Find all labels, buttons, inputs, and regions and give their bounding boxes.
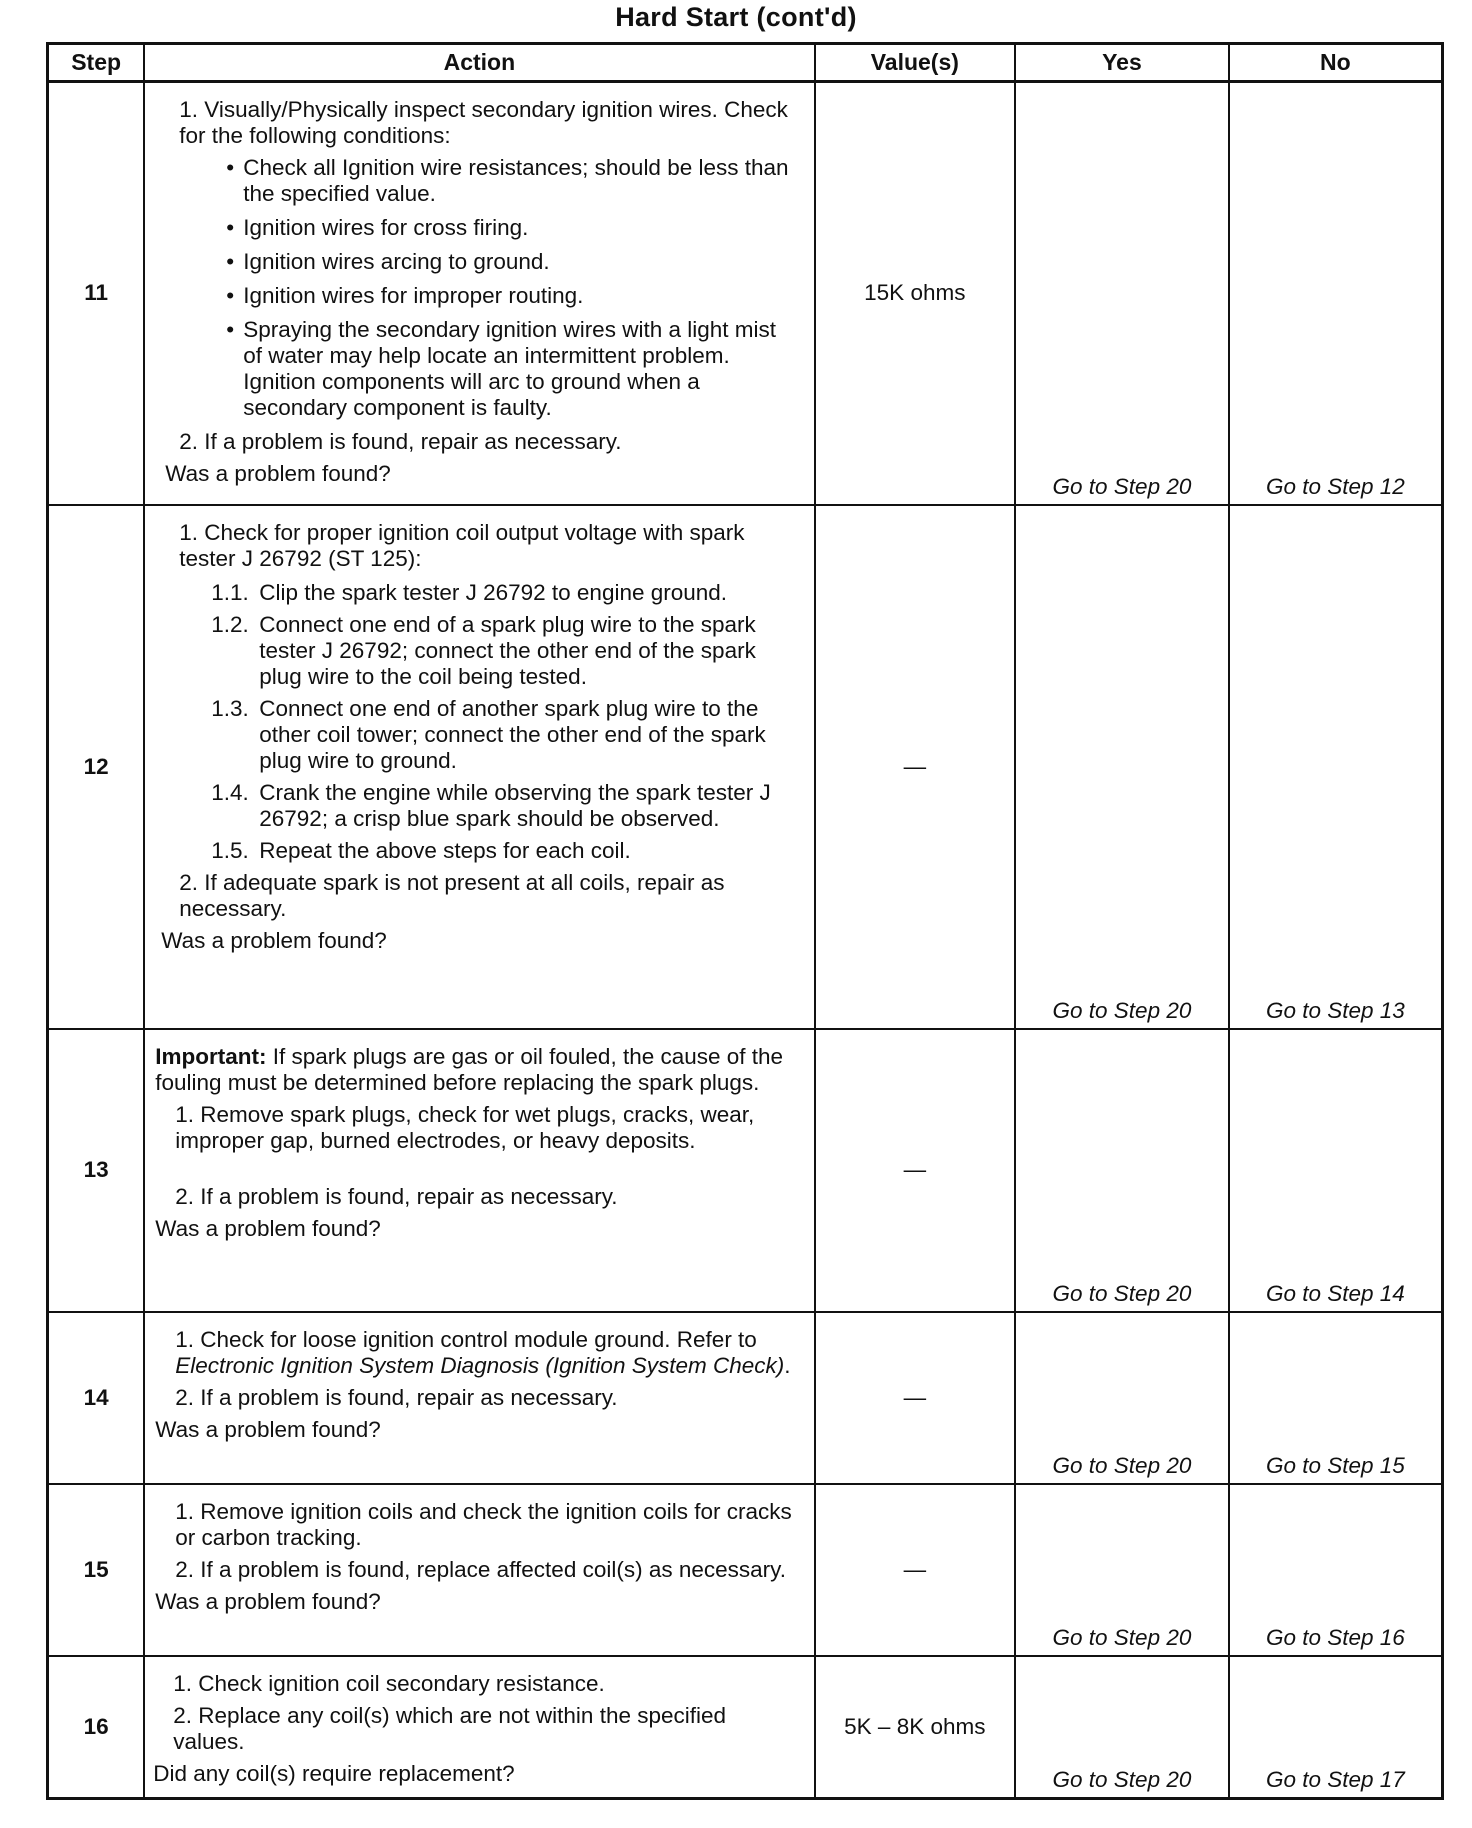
step-number: 11 (48, 82, 145, 505)
action-item-1: 1. Remove spark plugs, check for wet plugs, cracks, wear, improper gap, burned electrodes, or heavy deposits. (175, 1101, 755, 1153)
step-number: 13 (48, 1029, 145, 1312)
header-step: Step (48, 44, 145, 82)
action-question: Was a problem found? (161, 927, 387, 953)
action-item-1-text: 1. Check for loose ignition control module ground. Refer to (175, 1326, 757, 1352)
action-item-2: 2. If a problem is found, repair as necessary. (175, 1183, 618, 1209)
substep-text: Repeat the above steps for each coil. (259, 837, 631, 863)
header-row (48, 44, 1443, 82)
header-action: Action (144, 44, 814, 82)
yes-cell: Go to Step 20 (1015, 82, 1229, 505)
step-number: 14 (48, 1312, 145, 1484)
header-yes: Yes (1015, 44, 1229, 82)
action-question: Did any coil(s) require replacement? (153, 1760, 515, 1786)
no-cell: Go to Step 12 (1229, 82, 1443, 505)
bullet-icon: • (226, 249, 235, 274)
value-cell: — (815, 1029, 1016, 1312)
bullet-text: Spraying the secondary ignition wires with a light mist of water may help locate an intermittent problem. Ignition components will arc to ground when a secondary component is faulty. (243, 317, 776, 420)
substep-number: 1.3. (211, 695, 249, 721)
table-row-step-13 (48, 1029, 1443, 1312)
action-item-2: 2. If a problem is found, repair as necessary. (179, 429, 622, 454)
action-question: Was a problem found? (155, 1588, 381, 1614)
important-text: If spark plugs are gas or oil fouled, the cause of the fouling must be determined before replacing the spark plugs. (155, 1043, 784, 1095)
action-item-1: 1. Check ignition coil secondary resistance. (173, 1670, 605, 1696)
action-item-2: 2. If a problem is found, replace affected coil(s) as necessary. (175, 1556, 786, 1582)
yes-cell: Go to Step 20 (1015, 1656, 1229, 1799)
substep-number: 1.5. (211, 837, 249, 863)
value-cell: 15K ohms (815, 82, 1016, 505)
header-values: Value(s) (815, 44, 1016, 82)
value-cell: 5K – 8K ohms (815, 1656, 1016, 1799)
action-cell (144, 505, 814, 1029)
page-title: Hard Start (cont'd) (615, 2, 857, 32)
bullet-icon: • (226, 155, 235, 180)
step-number: 12 (48, 505, 145, 1029)
important-label: Important: (155, 1043, 267, 1069)
substep-text: Clip the spark tester J 26792 to engine ground. (259, 579, 728, 605)
table-row-step-11 (48, 82, 1443, 505)
action-cell (144, 1484, 814, 1656)
substep-number: 1.4. (211, 779, 249, 805)
no-cell: Go to Step 15 (1229, 1312, 1443, 1484)
header-no: No (1229, 44, 1443, 82)
table-row-step-16 (48, 1656, 1443, 1799)
diagnostic-table (46, 42, 1444, 1800)
bullet-text: Ignition wires for cross firing. (243, 215, 529, 240)
substep-text: Connect one end of another spark plug wire to the other coil tower; connect the other end of the spark plug wire to ground. (259, 695, 766, 773)
action-item-2: 2. Replace any coil(s) which are not within the specified values. (173, 1702, 727, 1754)
action-cell (144, 1656, 814, 1799)
no-cell: Go to Step 14 (1229, 1029, 1443, 1312)
bullet-icon: • (226, 215, 235, 240)
no-cell: Go to Step 16 (1229, 1484, 1443, 1656)
substep-number: 1.2. (211, 611, 249, 637)
action-cell (144, 82, 814, 505)
no-cell: Go to Step 17 (1229, 1656, 1443, 1799)
yes-cell: Go to Step 20 (1015, 505, 1229, 1029)
value-cell: — (815, 1312, 1016, 1484)
action-item-1 (155, 1327, 799, 1379)
action-cell (144, 1312, 814, 1484)
table-row-step-14 (48, 1312, 1443, 1484)
action-question: Was a problem found? (165, 461, 391, 486)
reference-link: Electronic Ignition System Diagnosis (Ignition System Check) (175, 1352, 785, 1378)
table-row-step-12 (48, 505, 1443, 1029)
important-note (155, 1044, 799, 1096)
value-cell: — (815, 505, 1016, 1029)
action-item-1: 1. Check for proper ignition coil output voltage with spark tester J 26792 (ST 125): (179, 519, 745, 571)
action-item-2: 2. If adequate spark is not present at all coils, repair as necessary. (179, 869, 725, 921)
action-item-1: 1. Visually/Physically inspect secondary ignition wires. Check for the following conditions: (179, 97, 788, 148)
action-item-1: 1. Remove ignition coils and check the ignition coils for cracks or carbon tracking. (175, 1498, 792, 1550)
no-cell: Go to Step 13 (1229, 505, 1443, 1029)
action-item-1-end: . (784, 1352, 791, 1378)
action-question: Was a problem found? (155, 1215, 381, 1241)
bullet-text: Check all Ignition wire resistances; should be less than the specified value. (243, 155, 789, 206)
bullet-text: Ignition wires for improper routing. (243, 283, 584, 308)
substep-number: 1.1. (211, 579, 249, 605)
substep-text: Connect one end of a spark plug wire to the spark tester J 26792; connect the other end of the spark plug wire to the coil being tested. (259, 611, 756, 689)
substep-text: Crank the engine while observing the spark tester J 26792; a crisp blue spark should be observed. (259, 779, 771, 831)
value-cell: — (815, 1484, 1016, 1656)
action-item-2: 2. If a problem is found, repair as necessary. (175, 1384, 618, 1410)
bullet-icon: • (226, 317, 235, 342)
yes-cell: Go to Step 20 (1015, 1312, 1229, 1484)
action-cell (144, 1029, 814, 1312)
step-number: 15 (48, 1484, 145, 1656)
yes-cell: Go to Step 20 (1015, 1029, 1229, 1312)
action-question: Was a problem found? (155, 1416, 381, 1442)
yes-cell: Go to Step 20 (1015, 1484, 1229, 1656)
table-row-step-15 (48, 1484, 1443, 1656)
bullet-text: Ignition wires arcing to ground. (243, 249, 550, 274)
bullet-icon: • (226, 283, 235, 308)
step-number: 16 (48, 1656, 145, 1799)
